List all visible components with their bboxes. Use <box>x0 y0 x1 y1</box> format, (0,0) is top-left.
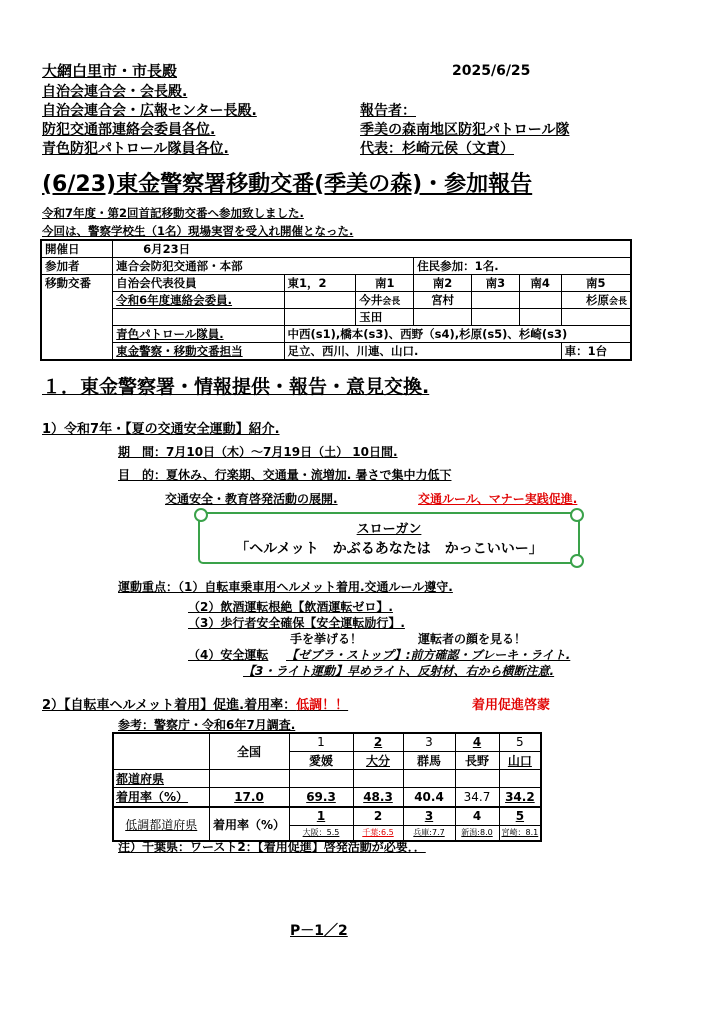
addressee-pr-center: 自治会連合会・広報センター長殿. <box>42 103 257 119</box>
focus-3-sub-b: 運転者の顔を見る！ <box>418 632 527 646</box>
section2-title-red: 低調！！ <box>296 698 349 713</box>
survey-ref: 参考：警察庁・令和6年7月調査. <box>118 718 296 732</box>
date-value: 6月23日 <box>113 240 631 258</box>
intro-line-1: 令和7年度・第2回首記移動交番へ参加致しました. <box>42 206 304 220</box>
addressee-patrol: 青色防犯パトロール隊員各位. <box>42 141 229 157</box>
top-rate-3: 40.4 <box>403 787 455 807</box>
focus-3: （3）歩行者安全確保【安全運転励行】. <box>188 616 405 630</box>
pref-label: 都道府県 <box>113 769 209 787</box>
top-pref-1: 愛媛 <box>289 751 353 769</box>
low-pref-1: 大阪：5.5 <box>289 825 353 841</box>
slogan-text: 「ヘルメット かぶるあなたは かっこいいー」 <box>235 541 543 557</box>
period-line: 期 間：7月10日（木）～7月19日（土） 10日間. <box>118 445 398 459</box>
top-pref-5: 山口 <box>499 751 541 769</box>
area-s2: 南2 <box>414 275 472 292</box>
page-number: P－1／2 <box>290 923 348 939</box>
patrol-names: 中西(s1),橋本(s3)、西野（s4),杉原(s5)、杉崎(s3) <box>284 326 631 343</box>
focus-4-a: 【ゼブラ・ストップ】:前方確認・ブレーキ・ライト. <box>286 648 571 662</box>
rank-1: 1 <box>289 733 353 751</box>
participants-table <box>40 239 632 361</box>
top-pref-2: 大分 <box>353 751 403 769</box>
low-pref-4: 新潟:8.0 <box>455 825 499 841</box>
national-label: 全国 <box>209 733 289 769</box>
reporter-rep: 代表：杉崎元侯（文責） <box>360 141 514 157</box>
area-s4: 南4 <box>519 275 561 292</box>
low-rank-2: 2 <box>353 807 403 825</box>
rep-label: 自治会代表役員 <box>113 275 284 292</box>
liaison-s2: 宮村 <box>414 292 472 309</box>
slogan-label: スローガン <box>356 522 422 537</box>
national-rate: 17.0 <box>209 787 289 807</box>
police-names: 足立、西川、川連、山口. <box>284 343 561 361</box>
low-rank-5: 5 <box>499 807 541 825</box>
top-rate-5: 34.2 <box>499 787 541 807</box>
item1-title: 1）令和7年・【夏の交通安全運動】紹介. <box>42 422 280 437</box>
patrol-label: 青色パトロール隊員. <box>113 326 284 343</box>
liaison-s1-b: 玉田 <box>356 309 414 326</box>
liaison-label: 令和6年度連絡会委員. <box>113 292 284 309</box>
top-rate-1: 69.3 <box>289 787 353 807</box>
top-pref-3: 群馬 <box>403 751 455 769</box>
addressee-federation-chair: 自治会連合会・会長殿. <box>42 84 188 100</box>
section2-title: 2）【自転車ヘルメット着用】促進.着用率：低調！！ <box>42 698 349 713</box>
rank-5: 5 <box>499 733 541 751</box>
focus-3-sub-a: 手を挙げる！ <box>290 632 363 646</box>
reporter-org: 季美の森南地区防犯パトロール隊 <box>360 122 570 138</box>
focus-4-b: 【3・ライト運動】早めライト、反射材、右から横断注意. <box>243 664 555 678</box>
police-label: 東金警察・移動交番担当 <box>113 343 284 361</box>
area-s3: 南3 <box>471 275 519 292</box>
rank-2: 2 <box>353 733 403 751</box>
low-rank-4: 4 <box>455 807 499 825</box>
top-rate-2: 48.3 <box>353 787 403 807</box>
report-date: 2025/6/25 <box>452 63 531 79</box>
liaison-s3 <box>471 292 519 309</box>
rank-4: 4 <box>455 733 499 751</box>
addressee-mayor: 大網白里市・市長殿 <box>42 62 178 80</box>
campaign-red: 交通ルール、マナー実践促進. <box>418 492 578 506</box>
liaison-s1: 今井会長 <box>356 292 414 309</box>
low-pref-3: 兵庫:7.7 <box>403 825 455 841</box>
low-pref-5: 宮崎：8.1 <box>499 825 541 841</box>
intro-line-2: 今回は、警察学校生（1名）現場実習を受入れ開催となった. <box>42 224 354 238</box>
note-line: 注）千葉県：ワースト2：【着用促進】啓発活動が必要．． <box>118 840 426 854</box>
purpose-line: 目 的：夏休み、行楽期、交通量・流増加. 暑さで集中力低下 <box>118 468 452 482</box>
resident-participation: 住民参加：1名. <box>414 258 631 275</box>
area-east: 東1，2 <box>284 275 356 292</box>
rank-3: 3 <box>403 733 455 751</box>
section2-title-red2: 着用促進啓蒙 <box>472 698 551 713</box>
reporter-label: 報告者： <box>360 103 416 119</box>
focus-2: （2）飲酒運転根絶【飲酒運転ゼロ】. <box>188 600 393 614</box>
helmet-rate-table <box>112 732 542 842</box>
slogan-banner <box>198 512 580 564</box>
low-rank-1: 1 <box>289 807 353 825</box>
low-rate-label: 着用率（%） <box>209 807 289 841</box>
area-s1: 南1 <box>356 275 414 292</box>
top-rate-4: 34.7 <box>455 787 499 807</box>
koban-label: 移動交番 <box>41 275 113 361</box>
liaison-east <box>284 292 356 309</box>
focus-1: 運動重点：（1）自転車乗車用ヘルメット着用.交通ルール遵守. <box>118 580 453 594</box>
low-pref-2: 千葉:6.5 <box>353 825 403 841</box>
top-pref-4: 長野 <box>455 751 499 769</box>
section1-title: １．東金警察署・情報提供・報告・意見交換. <box>42 376 430 398</box>
low-rank-3: 3 <box>403 807 455 825</box>
chair-suffix: 会長 <box>382 297 401 307</box>
car-count: 車：1台 <box>561 343 631 361</box>
date-label: 開催日 <box>41 240 113 258</box>
page-title: (6/23)東金警察署移動交番(季美の森)・参加報告 <box>42 172 533 197</box>
focus-4: （4）安全運転 <box>188 648 269 662</box>
chair-suffix-s5: 会長 <box>608 297 627 307</box>
low-label: 低調都道府県 <box>113 807 209 841</box>
liaison-s5: 杉原会長 <box>561 292 631 309</box>
org-name: 連合会防犯交通部・本部 <box>113 258 414 275</box>
attendee-label: 参加者 <box>41 258 113 275</box>
campaign-line: 交通安全・教育啓発活動の展開. <box>165 492 338 506</box>
rate-label: 着用率（%） <box>113 787 209 807</box>
addressee-liaison: 防犯交通部連絡会委員各位. <box>42 122 216 138</box>
liaison-s4 <box>519 292 561 309</box>
area-s5: 南5 <box>561 275 631 292</box>
